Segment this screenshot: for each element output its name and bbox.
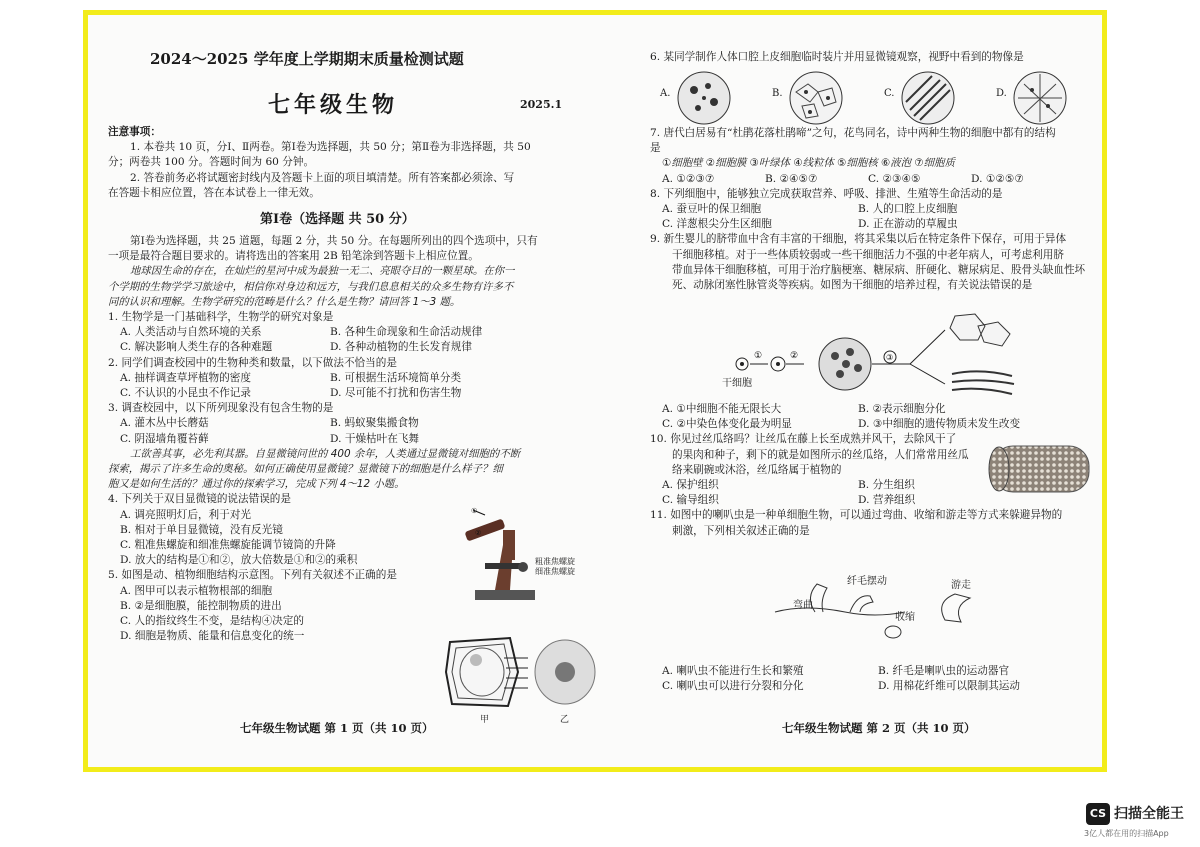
camscanner-logo-icon: CS (1086, 803, 1110, 825)
question-4: 4. 下列关于双目显微镜的说法错误的是 (108, 493, 291, 506)
exam-date: 2025.1 (520, 98, 563, 111)
option: A. ①②③⑦ (662, 172, 715, 185)
option: C. 阴湿墙角覆苔藓 (120, 432, 209, 445)
notice-text: 在答题卡相应位置，答在本试卷上一律无效。 (108, 186, 320, 199)
option: C. 粗准焦螺旋和细准焦螺旋能调节镜筒的升降 (120, 539, 336, 552)
passage-text: 同的认识和理解。生物学研究的范畴是什么？什么是生物？请回答 1～3 题。 (108, 295, 461, 308)
question-9: 带血异体干细胞移植，可用于治疗脑梗塞、糖尿病、肝硬化、糖尿病足、股骨头缺血性坏 (672, 263, 1086, 276)
svg-text:②: ② (790, 351, 799, 361)
stem-cell-label: 干细胞 (722, 378, 752, 389)
right-footer: 七年级生物试题 第 2 页（共 10 页） (782, 721, 976, 735)
option: A. 蚕豆叶的保卫细胞 (662, 203, 762, 216)
notice-text: 分；两卷共 100 分。答题时间为 60 分钟。 (108, 156, 315, 169)
right-page-body-3 (650, 664, 1070, 694)
microscope-label: 细准焦螺旋 (535, 567, 575, 576)
notice-text: 1. 本卷共 10 页，分Ⅰ、Ⅱ两卷。第Ⅰ卷为选择题，共 50 分；第Ⅱ卷为非选择题，共 50 (130, 141, 531, 154)
notice-text: 2. 答卷前务必将试题密封线内及答题卡上面的项目填清楚。所有答案都必须涂、写 (130, 171, 515, 184)
option: B. 人的口腔上皮细胞 (858, 203, 958, 216)
stentor-figure (765, 572, 995, 656)
option: A. 调亮照明灯后，利于对光 (120, 508, 251, 521)
passage-text: 胞又是如何生活的？通过你的探索学习，完成下列 4～12 小题。 (108, 478, 405, 491)
svg-text:③: ③ (886, 353, 894, 362)
option: D. 干燥枯叶在飞舞 (330, 432, 420, 445)
question-6: 6. 某同学制作人体口腔上皮细胞临时装片并用显微镜观察，视野中看到的物像是 (650, 51, 1024, 63)
section-intro: 一项是最符合题目要求的。请将选出的答案用 2B 铅笔涂到答题卡上相应位置。 (108, 250, 479, 263)
stentor-label: 弯曲 (793, 600, 813, 611)
grade-title: 七年级生物 (268, 92, 399, 118)
right-page-top (650, 50, 1070, 65)
question-11: 刺激，下列相关叙述正确的是 (672, 524, 810, 537)
option: D. 营养组织 (858, 494, 916, 507)
notice-heading: 注意事项： (108, 126, 161, 138)
option: A. 抽样调查草坪植物的密度 (120, 371, 251, 384)
option: B. 蚂蚁聚集搬食物 (330, 417, 419, 430)
option: D. 用棉花纤维可以限制其运动 (878, 680, 1020, 693)
option: A. 保护组织 (662, 479, 719, 492)
q7-parts: ①细胞壁 ②细胞膜 ③叶绿体 ④线粒体 ⑤细胞核 ⑥液泡 ⑦细胞质 (662, 157, 955, 170)
option: B. 纤毛是喇叭虫的运动器官 (878, 665, 1010, 677)
cell-label-jia: 甲 (480, 715, 490, 725)
option: C. 洋葱根尖分生区细胞 (662, 218, 772, 231)
question-2: 2. 同学们调查校园中的生物种类和数量，以下做法不恰当的是 (108, 356, 397, 369)
svg-text:②: ② (475, 529, 482, 537)
option: A. 人类活动与自然环境的关系 (120, 326, 262, 339)
passage-text: 工欲善其事，必先利其器。自显微镜问世的 400 余年，人类通过显微镜对细胞的不断 (130, 447, 521, 460)
option: B. ②是细胞膜，能控制物质的进出 (120, 599, 282, 612)
option: C. 输导组织 (662, 494, 719, 507)
option: D. 放大的结构是①和②，放大倍数是①和②的乘积 (120, 554, 358, 567)
option: D. ③中细胞的遗传物质未发生改变 (858, 418, 1021, 431)
svg-text:①: ① (754, 351, 763, 361)
passage-text: 探索，揭示了许多生命的奥秘。如何正确使用显微镜？显微镜下的细胞是什么样子？细 (108, 463, 503, 476)
left-footer: 七年级生物试题 第 1 页（共 10 页） (240, 721, 434, 735)
camscanner-slogan: 3亿人都在用的扫描App (1084, 829, 1169, 838)
option: A. (660, 88, 671, 99)
microscope-label: 粗准焦螺旋 (535, 557, 575, 566)
option: B. ②④⑤⑦ (765, 172, 818, 185)
passage-text: 地球因生命的存在，在灿烂的星河中成为最独一无二、亮眼夺目的一颗星球。在你一 (130, 265, 515, 278)
option: D. 尽可能不打扰和伤害生物 (330, 387, 462, 400)
option: C. 不认识的小昆虫不作记录 (120, 387, 251, 400)
q6-options-figure (660, 70, 1060, 128)
camscanner-brand: 扫描全能王 (1114, 806, 1184, 822)
left-page-notice (108, 125, 563, 201)
question-10: 的果肉和种子，剩下的就是如图所示的丝瓜络，人们常常用丝瓜 (672, 448, 969, 461)
question-3: 3. 调查校园中，以下所列现象没有包含生物的是 (108, 402, 334, 415)
question-7: 7. 唐代白居易有“杜鹃花落杜鹃啼”之句，花鸟同名，诗中两种生物的细胞中都有的结构 (650, 127, 1056, 139)
option: D. 正在游动的草履虫 (858, 218, 958, 231)
cell-label-yi: 乙 (560, 715, 570, 725)
option: D. 细胞是物质、能量和信息变化的统一 (120, 630, 305, 643)
question-8: 8. 下列细胞中，能够独立完成获取营养、呼吸、排泄、生殖等生命活动的是 (650, 187, 1003, 200)
question-10: 10. 你见过丝瓜络吗？让丝瓜在藤上长至成熟并风干，去除风干了 (650, 433, 957, 446)
option: B. (772, 88, 783, 99)
option: C. ②中染色体变化最为明显 (662, 418, 792, 431)
option: C. ②③④⑤ (868, 172, 921, 185)
option: C. 喇叭虫可以进行分裂和分化 (662, 680, 804, 693)
option: B. 相对于单目显微镜，没有反光镜 (120, 523, 283, 536)
stentor-label: 游走 (951, 580, 971, 591)
option: C. (884, 88, 895, 99)
cell-structure-figure (440, 632, 600, 725)
question-1: 1. 生物学是一门基础科学，生物学的研究对象是 (108, 311, 334, 324)
option: B. 可根据生活环境简单分类 (330, 371, 462, 384)
passage-text: 个学期的生物学学习旅途中，相信你对身边和远方，与我们息息相关的众多生物有许多不 (108, 280, 514, 293)
question-9: 9. 新生婴儿的脐带血中含有丰富的干细胞，将其采集以后在特定条件下保存，可用于异体 (650, 233, 1067, 246)
option: A. ①中细胞不能无限长大 (662, 403, 782, 415)
right-page-body (650, 126, 1086, 293)
option: D. ①②⑤⑦ (971, 172, 1024, 185)
question-5: 5. 如图是动、植物细胞结构示意图。下列有关叙述不正确的是 (108, 569, 397, 582)
stentor-label: 收缩 (895, 612, 915, 623)
option: B. 分生组织 (858, 479, 915, 492)
option: B. ②表示细胞分化 (858, 403, 946, 415)
stentor-label: 纤毛摆动 (847, 576, 887, 587)
section-title: 第Ⅰ卷（选择题 共 50 分） (260, 212, 415, 227)
option: A. 喇叭虫不能进行生长和繁殖 (662, 665, 804, 677)
option: D. (996, 88, 1007, 99)
question-9: 干细胞移植。对于一些体质较弱或一些干细胞活力不强的中老年病人，可考虑利用脐 (672, 248, 1064, 261)
option: D. 各种动植物的生长发育规律 (330, 341, 472, 354)
option: B. 各种生命现象和生命活动规律 (330, 326, 483, 339)
option: C. 解决影响人类生存的各种难题 (120, 341, 273, 354)
question-9: 死、动脉闭塞性脉管炎等疾病。如图为干细胞的培养过程，有关说法错误的是 (672, 279, 1033, 292)
question-10: 络来刷碗或沐浴，丝瓜络属于植物的 (672, 463, 842, 476)
stem-cell-figure (720, 312, 1020, 406)
option: C. 人的指纹终生不变，是结构④决定的 (120, 615, 304, 628)
section-intro: 第Ⅰ卷为选择题，共 25 道题，每题 2 分，共 50 分。在每题所列出的四个选项中，只有 (130, 235, 538, 247)
exam-title: 2024～2025 学年度上学期期末质量检测试题 (150, 50, 464, 68)
microscope-figure (455, 505, 595, 609)
option: A. 灌木丛中长蘑菇 (120, 417, 209, 430)
question-11: 11. 如图中的喇叭虫是一种单细胞生物，可以通过弯曲、收缩和游走等方式来躲避异物的 (650, 509, 1063, 522)
svg-text:①: ① (471, 507, 478, 515)
loofah-figure (985, 438, 1095, 504)
option: A. 图甲可以表示植物根部的细胞 (120, 584, 273, 597)
question-7: 是 (650, 142, 661, 155)
